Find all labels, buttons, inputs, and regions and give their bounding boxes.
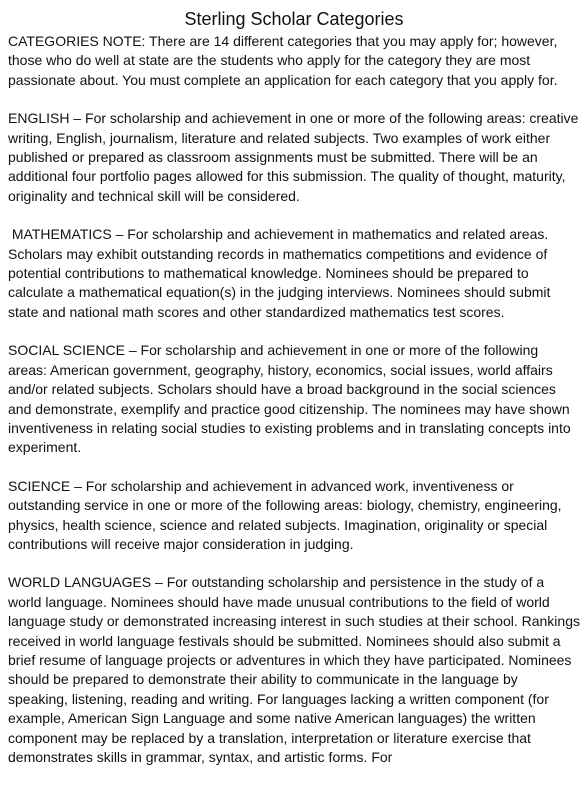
science-paragraph: SCIENCE – For scholarship and achievement in advanced work, inventiveness or outstanding service in one or more of the following areas: biology, chemistry, engineering, physics, health science, science and related subjects. Imagination, originality or special contributions will receive major consideration in judging. [8,477,566,552]
mathematics-paragraph: MATHEMATICS – For scholarship and achievement in mathematics and related areas. Scholars may exhibit outstanding records in mathematics competitions and evidence of potential contributions to mathematical knowledge. Nominees should be prepared to calculate a mathematical equation(s) in the judging interviews. Nominees should submit state and national math scores and other standardized mathematics test scores. [8,226,555,320]
world-languages-paragraph: WORLD LANGUAGES – For outstanding scholarship and persistence in the study of a world language. Nominees should have made unusual contributions to the field of world language study or demonstrated increasing interest in such studies at their school. Rankings received in world language festivals should be submitted. Nominees should also submit a brief resume of language projects or adventures in which they have participated. Nominees should be prepared to demonstrate their ability to communicate in the language by speaking, listening, reading and writing. For languages lacking a written component (for example, American Sign Language and some native American languages) the written component may be replaced by a translation, interpretation or literature exercise that demonstrates skills in grammar, syntax, and artistic forms. For [8,574,584,765]
english-paragraph: ENGLISH – For scholarship and achievement in one or more of the following areas: creative writing, English, journalism, literature and related subjects. Two examples of work either published or prepared as classroom assignments must be submitted. There will be an additional four portfolio pages allowed for this submission. The quality of thought, maturity, originality and technical skill will be considered. [8,110,583,204]
social-science-paragraph: SOCIAL SCIENCE – For scholarship and achievement in one or more of the following areas: American government, geography, history, economics, social issues, world affairs and/or related subjects. Scholars should have a broad background in the social sciences and demonstrate, exemplify and practice good citizenship. The nominees may have shown inventiveness in relating social studies to existing problems and in translating concepts into experiment. [8,342,575,456]
document-title: Sterling Scholar Categories [184,9,404,29]
categories-note-paragraph: CATEGORIES NOTE: There are 14 different categories that you may apply for; however, those who do well at state are the students who apply for the category they are most passionate about. You must complete an application for each category that you apply for. [8,33,562,88]
